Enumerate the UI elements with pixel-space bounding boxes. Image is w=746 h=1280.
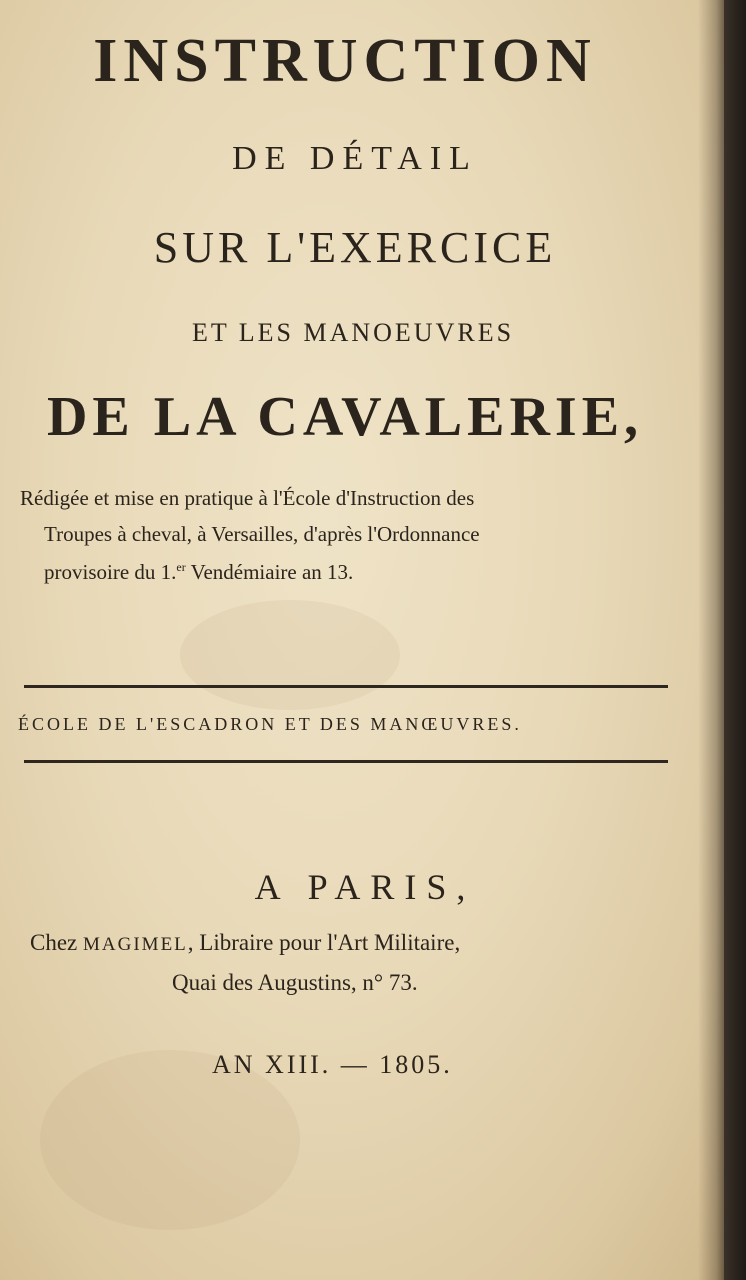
description-line-3 [44,560,704,585]
description-line-2: Troupes à cheval, à Versailles, d'après l'Ordonnance [44,522,480,546]
description-line-1: Rédigée et mise en pratique à l'École d'Instruction des [20,486,475,510]
description-line-3-end: Vendémiaire an 13. [185,560,354,584]
imprint-publisher [30,930,460,956]
publisher-name: MAGIMEL [83,934,188,955]
imprint-city: A PARIS, [254,867,476,907]
title-line-cavalerie: DE LA CAVALERIE, [46,386,644,448]
section-heading: ÉCOLE DE L'ESCADRON ET DES MANŒUVRES. [18,714,522,734]
page-gutter-shadow [698,0,724,1280]
ordinal-superscript: er [176,560,186,574]
title-line-exercice: SUR L'EXERCICE [153,223,557,272]
title-line-manoeuvres: ET LES MANOEUVRES [191,318,515,347]
divider-top [24,685,668,688]
book-edge [724,0,746,1280]
imprint-address: Quai des Augustins, n° 73. [172,970,418,995]
divider-bottom [24,760,668,763]
title-line-de-detail: DE DÉTAIL [232,140,478,177]
imprint-date: AN XIII. — 1805. [212,1050,453,1079]
publisher-prefix: Chez [30,930,84,955]
description-line-3-start: provisoire du 1. [44,560,177,584]
title-main: INSTRUCTION [93,27,597,95]
paper-stain [180,600,400,710]
publisher-suffix: , Libraire pour l'Art Militaire, [187,930,461,955]
